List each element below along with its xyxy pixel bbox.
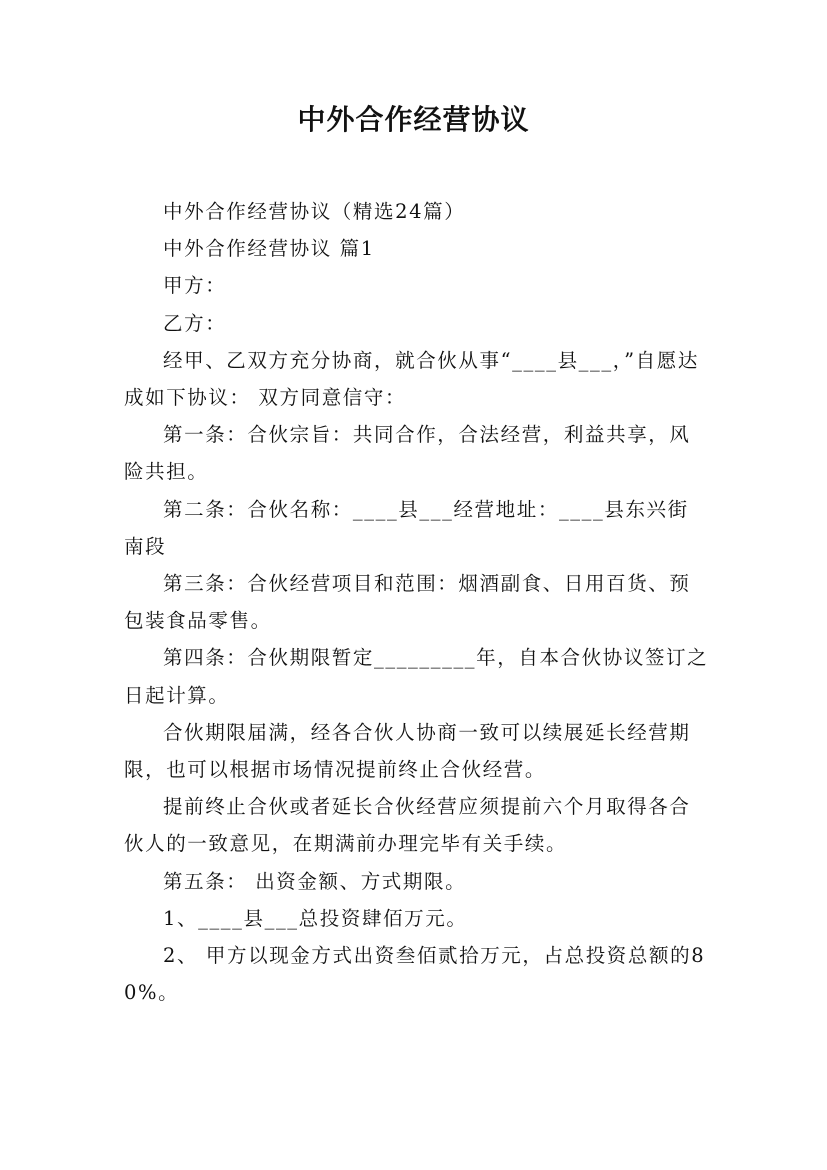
- paragraph-investment-1: 1、____县___总投资肆佰万元。: [163, 906, 468, 930]
- paragraph-article-5: 第五条： 出资金额、方式期限。: [163, 869, 467, 893]
- paragraph-party-a: 甲方：: [163, 274, 227, 298]
- document-title: 中外合作经营协议: [297, 103, 530, 136]
- paragraph-term-renewal: 合伙期限届满，经各合伙人协商一致可以续展延长经营期限，也可以根据市场情况提前终止合伙经营。: [124, 720, 691, 782]
- paragraph-article-3: 第三条：合伙经营项目和范围：烟酒副食、日用百货、预包装食品零售。: [124, 572, 691, 633]
- paragraph-article-2: 第二条：合伙名称：____县___经营地址：____县东兴街南段: [124, 497, 689, 558]
- paragraph-party-b: 乙方：: [163, 311, 227, 335]
- paragraph-early-termination: 提前终止合伙或者延长合伙经营应须提前六个月取得各合伙人的一致意见，在期满前办理完毕有关手续。: [124, 795, 691, 856]
- paragraph-article-heading: 中外合作经营协议 篇1: [163, 237, 375, 261]
- paragraph-article-1: 第一条：合伙宗旨：共同合作，合法经营，利益共享，风险共担。: [124, 423, 691, 484]
- paragraph-preamble: 经甲、乙双方充分协商，就合伙从事“____县___，”自愿达成如下协议： 双方同意信守：: [124, 348, 699, 410]
- paragraph-collection-heading: 中外合作经营协议（精选24篇）: [163, 200, 466, 223]
- paragraph-article-4: 第四条：合伙期限暂定_________年，自本合伙协议签订之日起计算。: [124, 646, 709, 707]
- paragraph-investment-2: 2、 甲方以现金方式出资叁佰贰拾万元，占总投资总额的80%。: [124, 944, 706, 1005]
- document-body: [124, 193, 709, 1011]
